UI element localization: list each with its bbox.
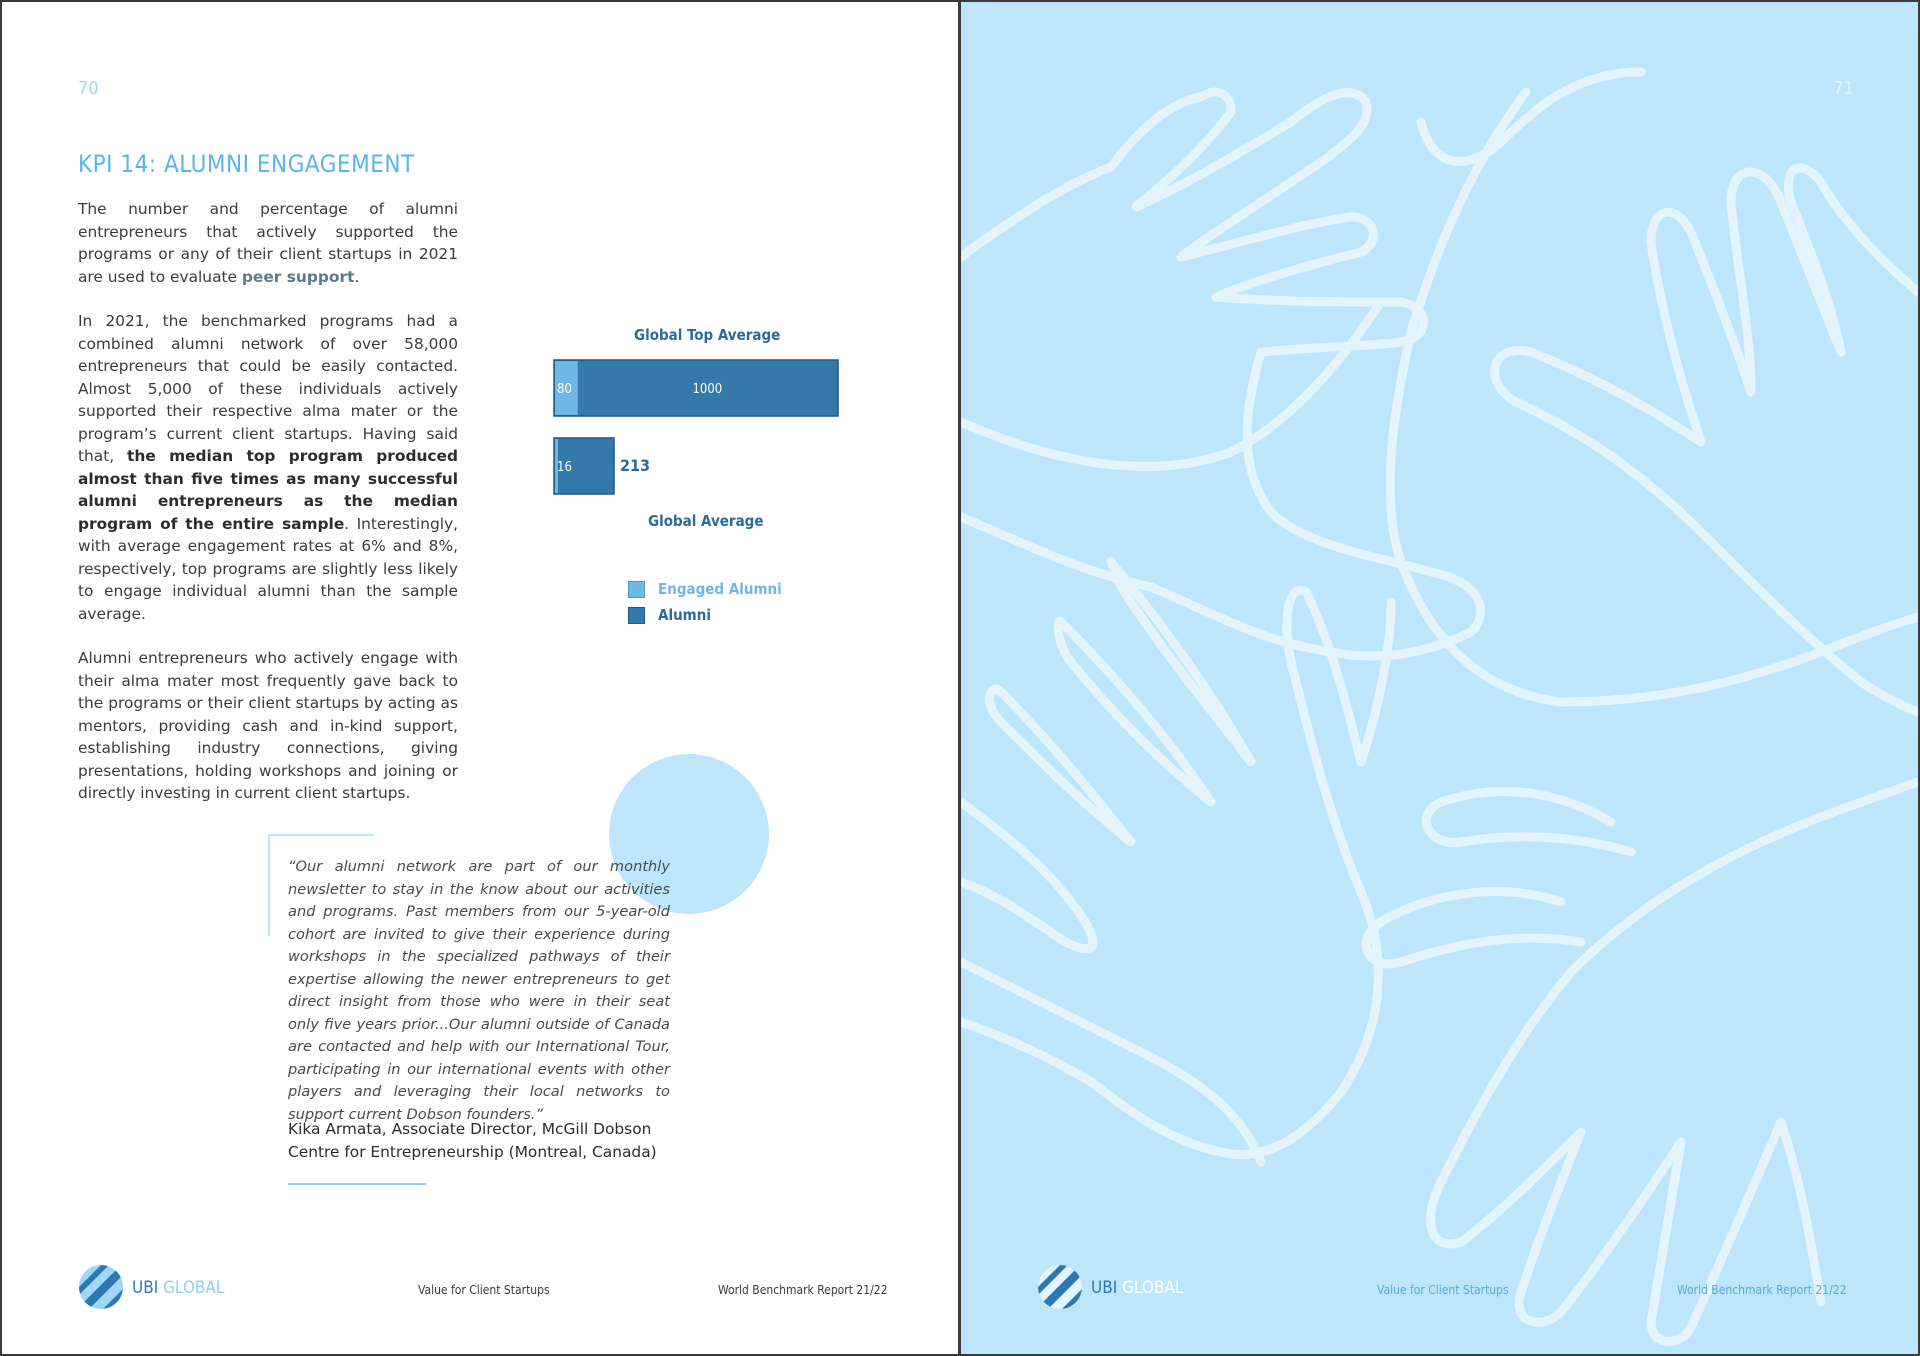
paragraph-network: In 2021, the benchmarked programs had a combined alumni network of over 58,000 entrepreneurs that could be easily contacted. Almost 5,000 of these individuals actively supported their respective alma mater or the program’s current client startups. Having said that, the median top program produced almost than five times as many successful alumni entrepreneurs as the median program of the entire sample. Interestingly, with average engagement rates at 6% and 8%, respectively, top programs are slightly less likely to engage individual alumni than the sample average. xyxy=(78,312,458,623)
legend-label-engaged: Engaged Alumni xyxy=(658,580,782,598)
ubi-globe-logo-icon xyxy=(1037,1264,1083,1310)
legend-item-engaged xyxy=(628,576,782,602)
legend-swatch-engaged xyxy=(628,581,645,598)
data-label-alumni-avg: 213 xyxy=(620,456,651,475)
quote-bracket-horizontal xyxy=(268,834,374,836)
hands-illustration xyxy=(961,2,1918,1354)
paragraph-intro: The number and percentage of alumni entrepreneurs that actively supported the programs or any of their client startups in 2021 are used to evaluate peer support. xyxy=(78,200,458,286)
chart-category-avg: Global Average xyxy=(648,512,764,530)
testimonial-quote: “Our alumni network are part of our monthly newsletter to stay in the know about our activities and programs. Past members from our 5-year-old cohort are invited to give their experience during workshops in the specialized pathways of their expertise allowing the newer entrepreneurs to get direct insight from those who were in their seat only five years prior...Our alumni outside of Canada are contacted and help with our International Tour, participating in our international events with other players and leveraging their local networks to support current Dobson founders.” xyxy=(288,858,670,1123)
footer-report-right: World Benchmark Report 21/22 xyxy=(1677,1283,1847,1297)
alumni-bar-chart xyxy=(542,312,862,572)
quote-bracket-vertical xyxy=(268,834,270,936)
footer-section-right: Value for Client Startups xyxy=(1377,1283,1509,1297)
footer-report-left: World Benchmark Report 21/22 xyxy=(718,1283,888,1297)
testimonial-author: Kika Armata, Associate Director, McGill Dobson Centre for Entrepreneurship (Montreal, Canada) xyxy=(288,1120,657,1161)
legend-item-alumni xyxy=(628,602,782,628)
quote-underline xyxy=(288,1183,426,1185)
right-page xyxy=(961,2,1918,1354)
median-highlight: the median top program produced almost than five times as many successful alumni entrepreneurs as the median program of the entire sample xyxy=(78,447,458,533)
footer-section-left: Value for Client Startups xyxy=(418,1283,550,1297)
alumni-chart xyxy=(542,312,862,652)
paragraph-giving-back: Alumni entrepreneurs who actively engage with their alma mater most frequently gave back to the programs or their client startups by acting as mentors, providing cash and in-kind support, establishing industry connections, giving presentations, holding workshops and joining or directly investing in current client startups. xyxy=(78,649,458,802)
footer-brand-right: UBI GLOBAL xyxy=(1091,1278,1184,1298)
ubi-globe-logo-icon xyxy=(78,1264,124,1310)
legend-label-alumni: Alumni xyxy=(658,606,711,624)
page-number-right: 71 xyxy=(1833,78,1854,99)
data-label-engaged-avg: 16 xyxy=(557,460,572,475)
left-page xyxy=(2,2,959,1354)
data-label-engaged-top: 80 xyxy=(557,382,572,397)
chart-legend xyxy=(628,576,782,628)
page-number-left: 70 xyxy=(78,78,99,99)
body-text xyxy=(78,198,458,827)
footer-brand-left: UBI GLOBAL xyxy=(132,1278,225,1298)
kpi-title: KPI 14: ALUMNI ENGAGEMENT xyxy=(78,150,415,178)
peer-support-emphasis: peer support xyxy=(241,267,355,286)
chart-category-top: Global Top Average xyxy=(634,326,781,344)
data-label-alumni-top: 1000 xyxy=(692,382,723,397)
legend-swatch-alumni xyxy=(628,607,645,624)
